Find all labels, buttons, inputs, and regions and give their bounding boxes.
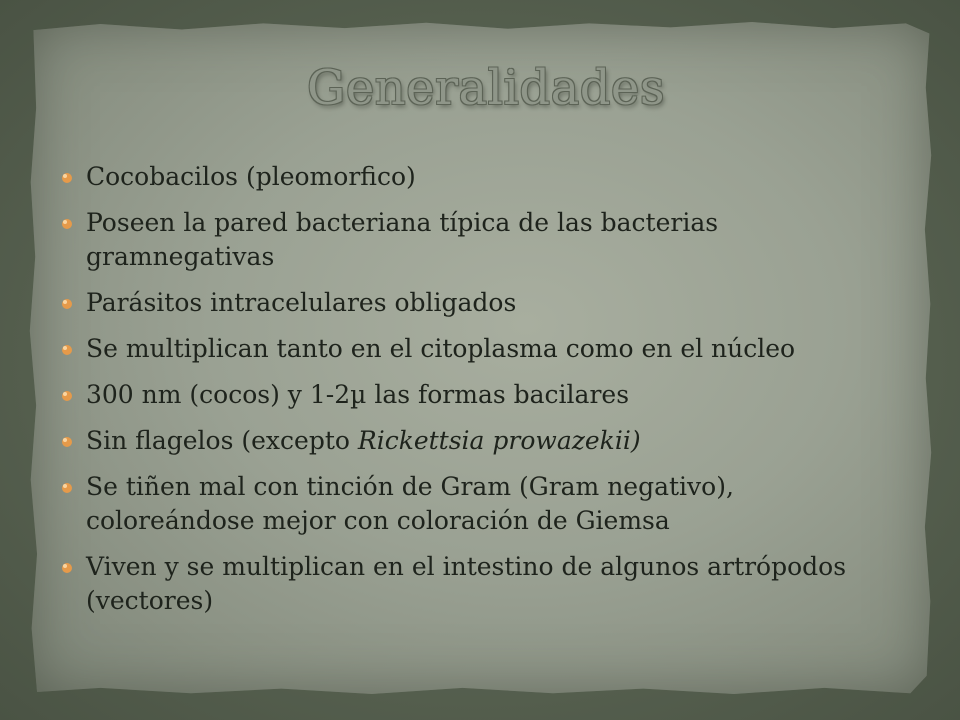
bullet-item xyxy=(62,378,882,412)
bullet-item xyxy=(62,160,882,194)
bullet-dot-icon xyxy=(62,219,72,229)
bullet-text: 300 nm (cocos) y 1-2µ las formas bacilares xyxy=(86,380,630,409)
bullet-item xyxy=(62,550,882,618)
bullet-text: Poseen la pared bacteriana típica de las bacterias gramnegativas xyxy=(86,208,719,271)
slide-title: Generalidades xyxy=(307,60,665,116)
bullet-text: Cocobacilos (pleomorfico) xyxy=(86,162,416,191)
bullet-list xyxy=(62,160,882,630)
bullet-dot-icon xyxy=(62,345,72,355)
bullet-item xyxy=(62,470,882,538)
bullet-dot-icon xyxy=(62,483,72,493)
bullet-dot-icon xyxy=(62,437,72,447)
bullet-item xyxy=(62,286,882,320)
bullet-dot-icon xyxy=(62,173,72,183)
bullet-text: Parásitos intracelulares obligados xyxy=(86,288,517,317)
bullet-text: Viven y se multiplican en el intestino de algunos artrópodos (vectores) xyxy=(86,552,847,615)
bullet-dot-icon xyxy=(62,563,72,573)
bullet-item xyxy=(62,424,882,458)
species-name: Rickettsia prowazekii) xyxy=(357,426,641,455)
bullet-text: Sin flagelos (excepto xyxy=(86,426,358,455)
bullet-text: Se tiñen mal con tinción de Gram (Gram negativo), coloreándose mejor con coloración de Giemsa xyxy=(86,472,734,535)
bullet-text: Se multiplican tanto en el citoplasma como en el núcleo xyxy=(86,334,796,363)
bullet-item xyxy=(62,332,882,366)
bullet-item xyxy=(62,206,882,274)
bullet-dot-icon xyxy=(62,299,72,309)
bullet-dot-icon xyxy=(62,391,72,401)
